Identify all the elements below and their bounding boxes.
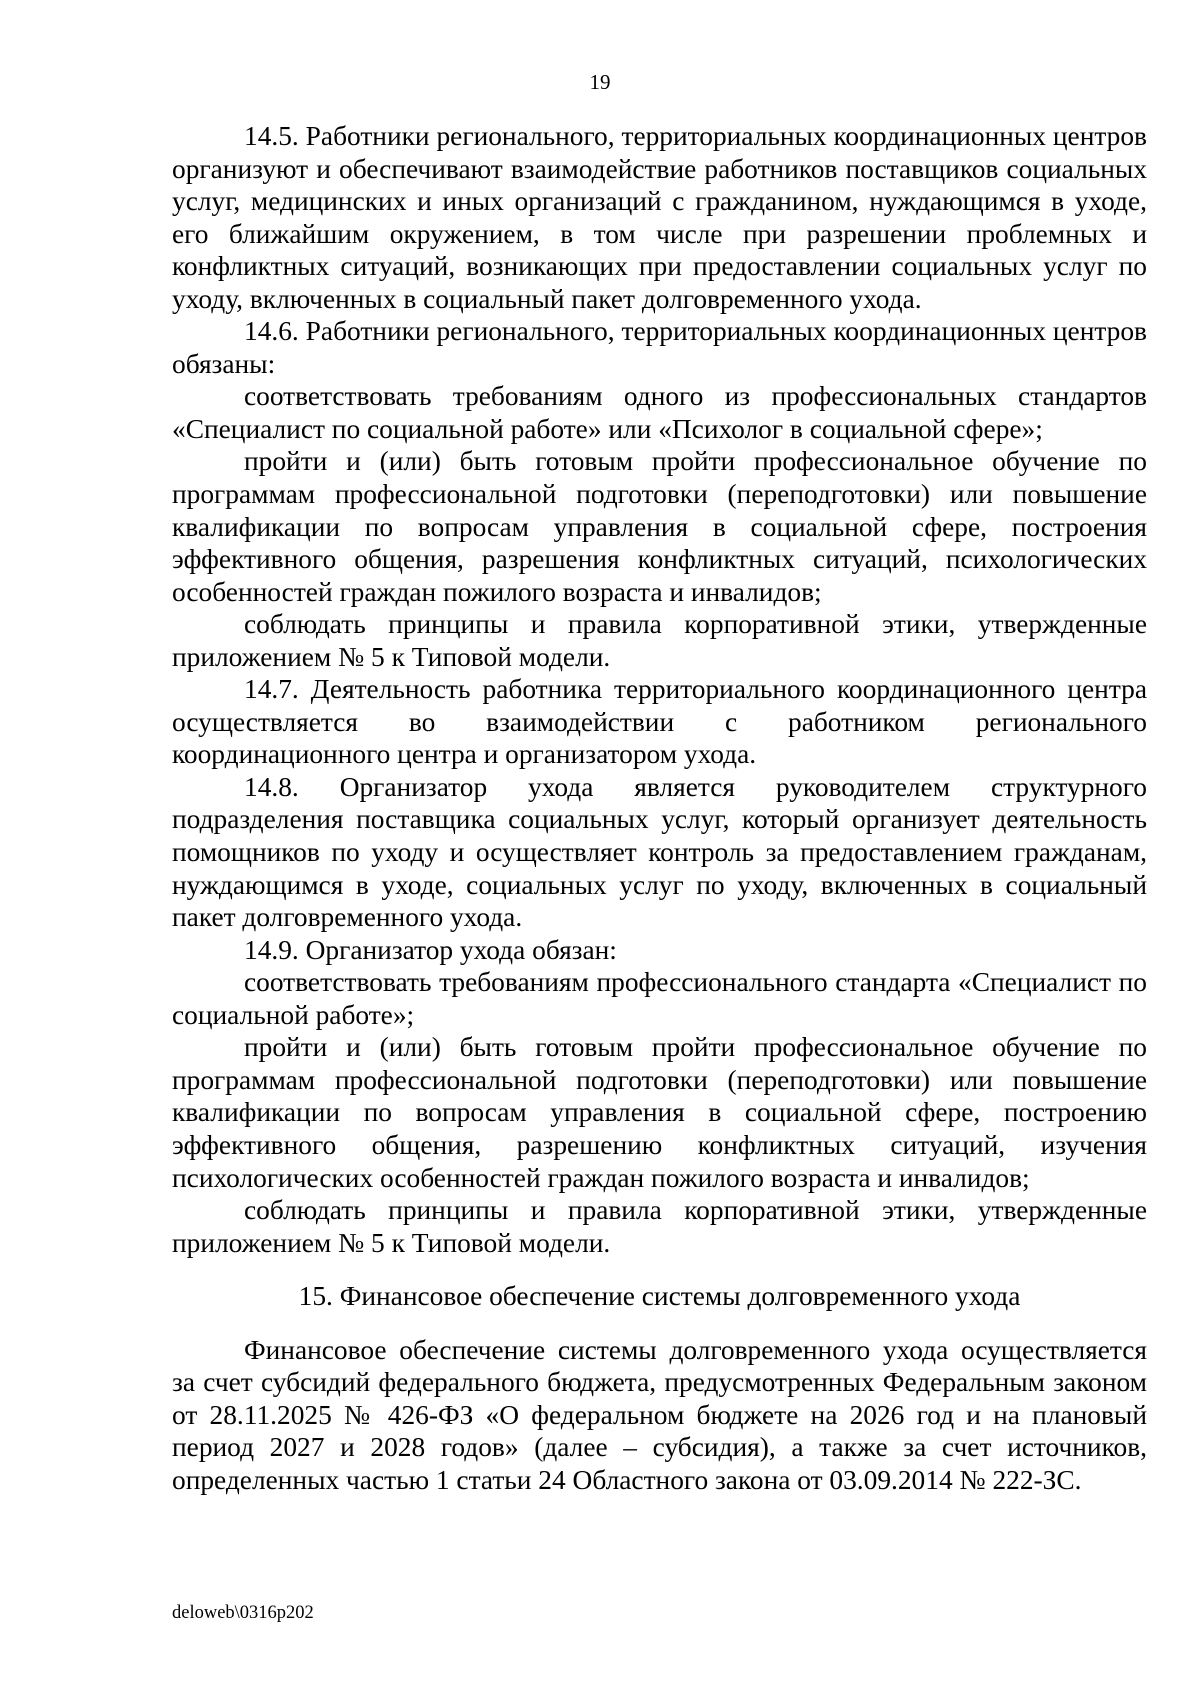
paragraph-14-6-item-1: соответствовать требованиям одного из профессиональных стандартов «Специалист по социальной работе» или «Психолог в социальной сфере»; bbox=[172, 381, 1147, 444]
page-number: 19 bbox=[589, 70, 611, 94]
paragraph-14-8: 14.8. Организатор ухода является руководителем структурного подразделения поставщика социальных услуг, который организует деятельность помощников по уходу и осуществляет контроль за предоставлением гражданам, нуждающимся в уходе, социальных услуг по уходу, включенных в социальный пакет долговременного ухода. bbox=[172, 771, 1147, 933]
paragraph-financing: Финансовое обеспечение системы долговременного ухода осуществляется за счет субсидий федерального бюджета, предусмотренных Федеральным законом от 28.11.2025 № 426-ФЗ «О федеральном бюджете на 2026 год и на плановый период 2027 и 2028 годов» (далее – субсидия), а также за счет источников, определенных частью 1 статьи 24 Областного закона от 03.09.2014 № 222-ЗС. bbox=[172, 1334, 1147, 1495]
section-heading: 15. Финансовое обеспечение системы долговременного ухода bbox=[298, 1281, 1021, 1312]
footer-code: deloweb\0316p202 bbox=[172, 1603, 314, 1623]
paragraph-14-7: 14.7. Деятельность работника территориального координационного центра осуществляется во взаимодействии с работником регионального координационного центра и организатором ухода. bbox=[172, 674, 1147, 770]
paragraph-14-5: 14.5. Работники регионального, территориальных координационных центров организуют и обеспечивают взаимодействие работников поставщиков социальных услуг, медицинских и иных организаций с гражданином, нуждающимся в уходе, его ближайшим окружением, в том числе при разрешении проблемных и конфликтных ситуаций, возникающих при предоставлении социальных услуг по уходу, включенных в социальный пакет долговременного ухода. bbox=[172, 121, 1147, 314]
document-body bbox=[172, 120, 1147, 1496]
paragraph-14-9: 14.9. Организатор ухода обязан: bbox=[244, 934, 617, 965]
paragraph-14-6-item-3: соблюдать принципы и правила корпоративной этики, утвержденные приложением № 5 к Типовой модели. bbox=[172, 609, 1147, 672]
paragraph-14-9-item-2: пройти и (или) быть готовым пройти профессиональное обучение по программам профессиональной подготовки (переподготовки) или повышение квалификации по вопросам управления в социальной сфере, построению эффективного общения, разрешению конфликтных ситуаций, изучения психологических особенностей граждан пожилого возраста и инвалидов; bbox=[172, 1032, 1147, 1193]
paragraph-14-6: 14.6. Работники регионального, территориальных координационных центров обязаны: bbox=[172, 316, 1147, 379]
paragraph-14-9-item-3: соблюдать принципы и правила корпоративной этики, утвержденные приложением № 5 к Типовой модели. bbox=[172, 1195, 1147, 1258]
paragraph-14-9-item-1: соответствовать требованиям профессионального стандарта «Специалист по социальной работе»; bbox=[172, 967, 1147, 1030]
paragraph-14-6-item-2: пройти и (или) быть готовым пройти профессиональное обучение по программам профессиональной подготовки (переподготовки) или повышение квалификации по вопросам управления в социальной сфере, построения эффективного общения, разрешения конфликтных ситуаций, психологических особенностей граждан пожилого возраста и инвалидов; bbox=[172, 446, 1147, 607]
